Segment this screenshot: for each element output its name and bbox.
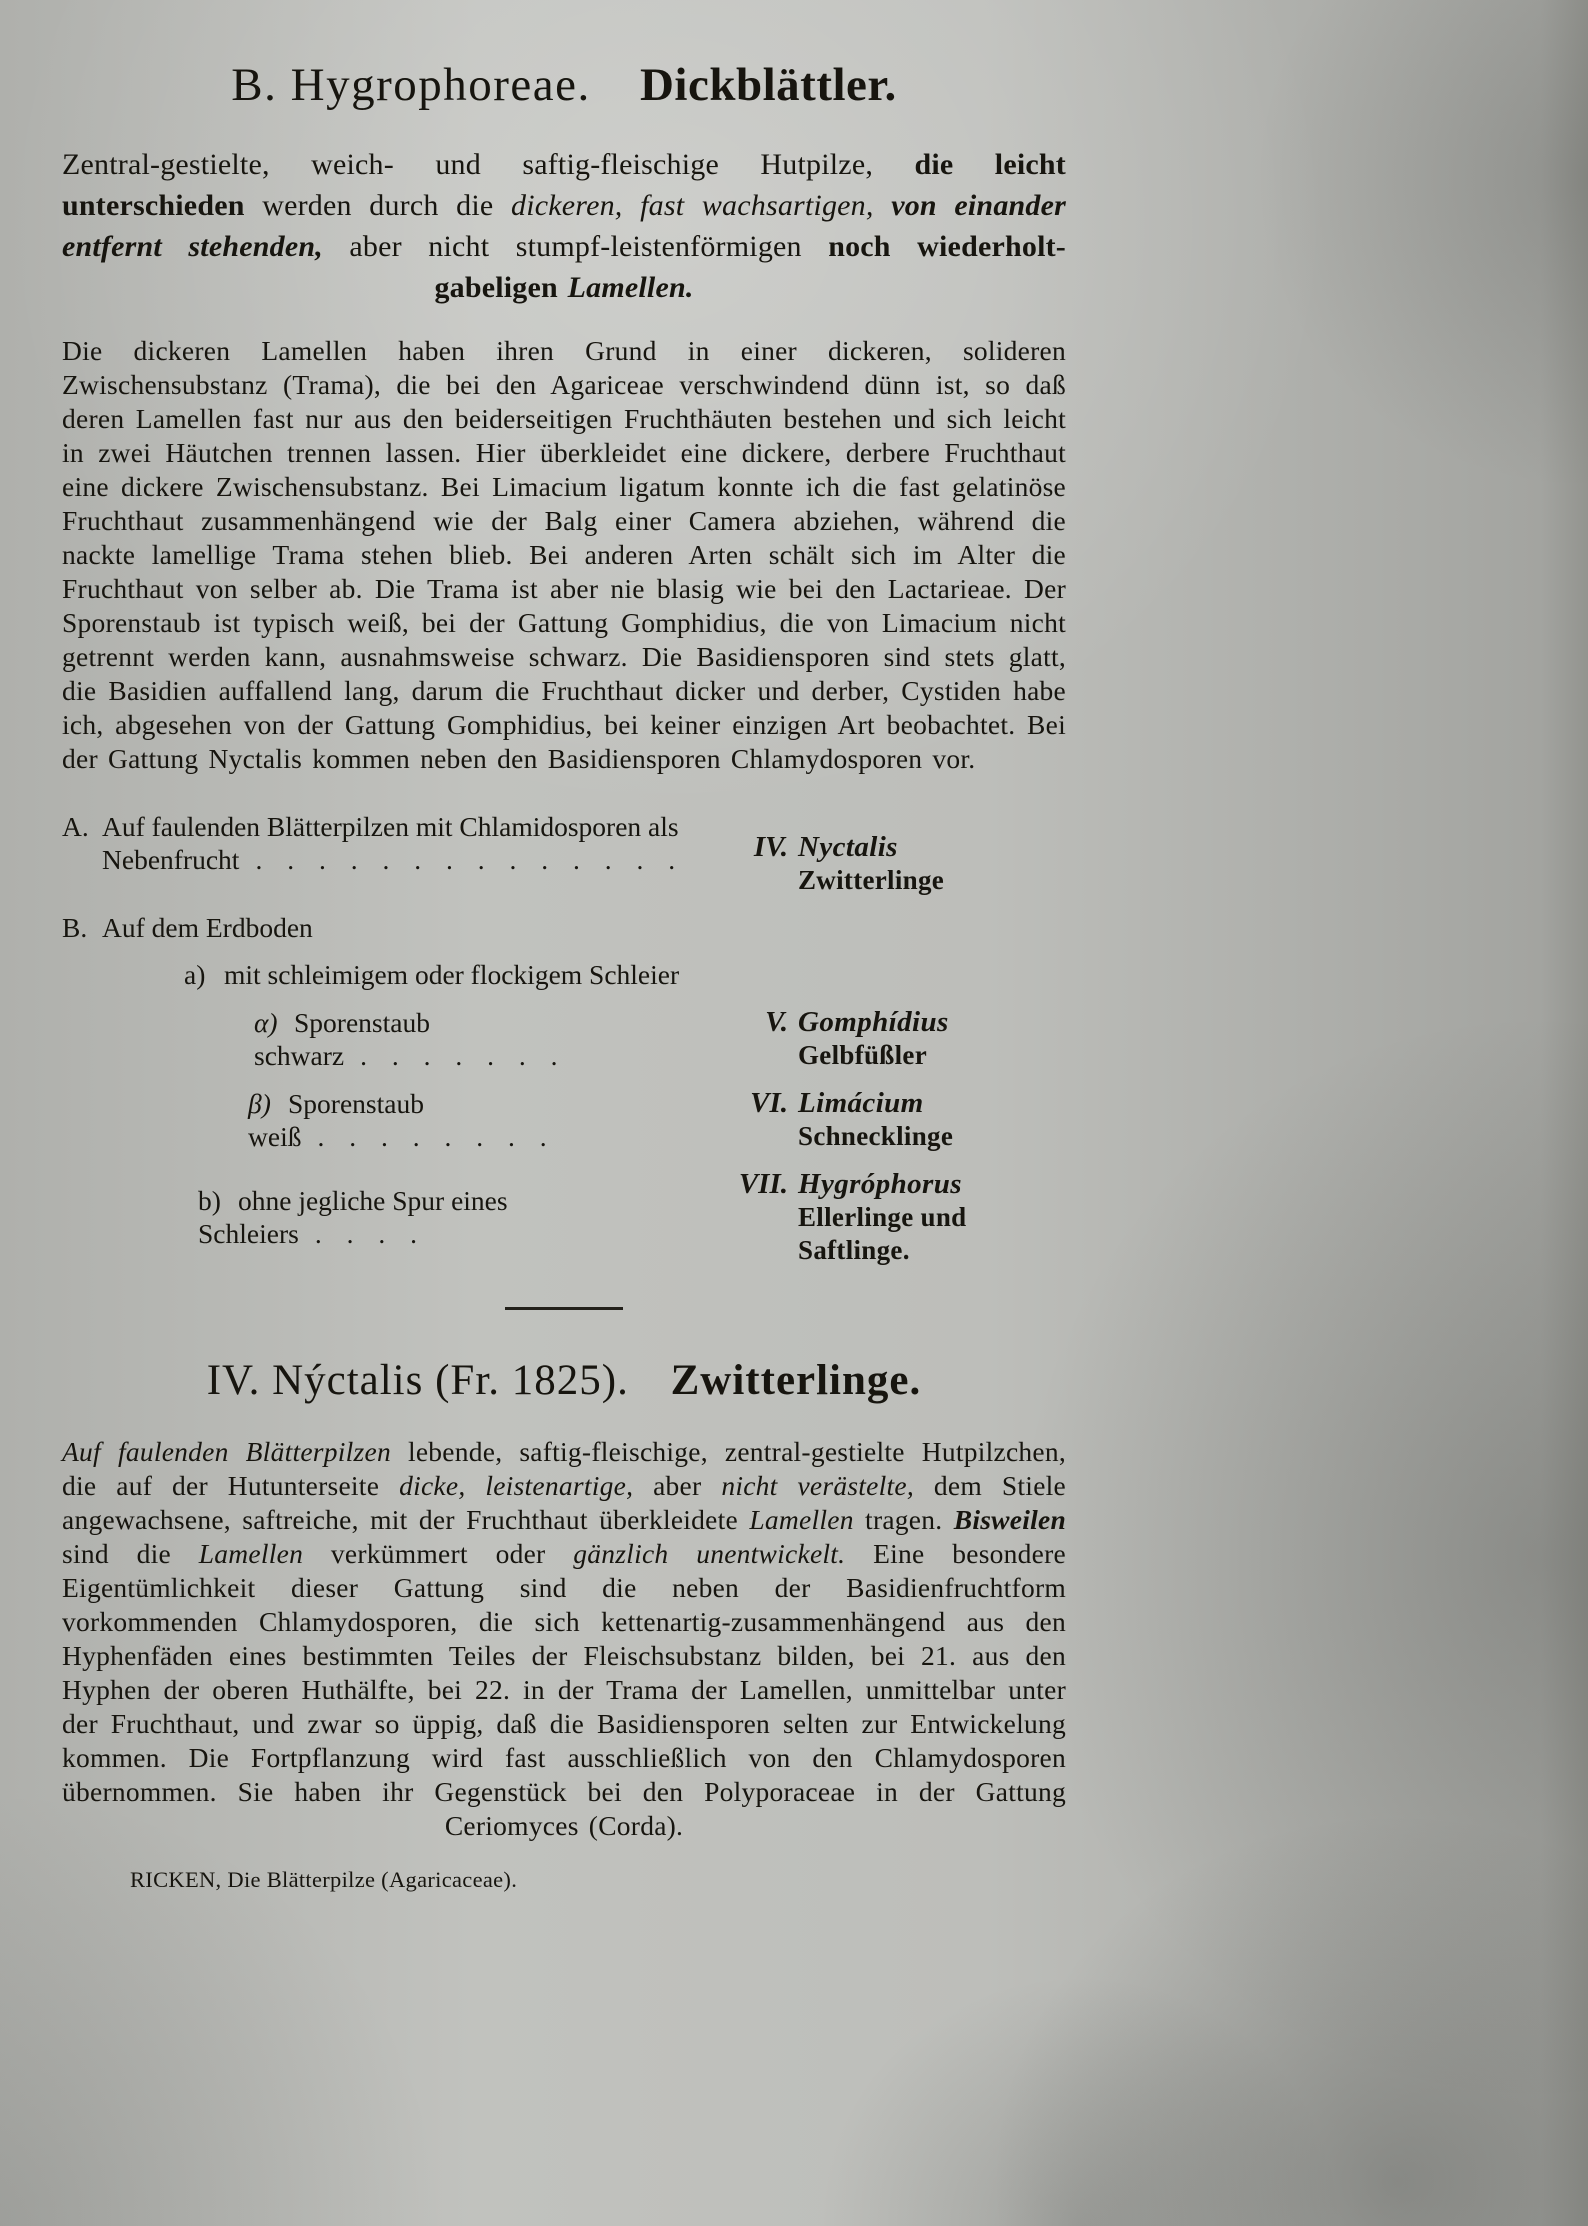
- key-result-line: [728, 1086, 1066, 1120]
- genus-paragraph: [62, 1435, 1066, 1843]
- key-label: α): [254, 1006, 278, 1038]
- key-result-common: Schnecklinge: [798, 1121, 954, 1151]
- key-result-numeral: IV.: [753, 831, 788, 863]
- key-condition-line: [248, 1087, 728, 1153]
- key-condition-line: [62, 810, 728, 843]
- key-condition: [62, 958, 1066, 991]
- text-segment: sind die: [62, 1538, 199, 1569]
- text-segment: Eine besondere Eigentümlichkeit dieser Gattung sind die neben der Basidienfruchtform vorkommenden Chlamydosporen, die sich kettenartig-zusammenhängend aus den Hyphenfäden eines bestimmten Teiles der Fleischsubstanz bilden, bei 21. aus den Hyphen der oberen Huthälfte, bei 22. in der Trama der Lamellen, unmittelbar unter der Fruchthaut, und zwar so üppig, daß die Basidiensporen selten zur Entwickelung kommen. Die Fortpflanzung wird fast ausschließlich von den Chlamydosporen übernommen. Sie haben ihr Gegenstück bei den Polyporaceae in der Gattung Ceriomyces (Corda).: [62, 1538, 1066, 1841]
- key-condition-line: [184, 958, 1066, 991]
- text-segment: nicht verästelte,: [721, 1470, 914, 1501]
- key-label: a): [184, 959, 206, 990]
- key-condition-text: Sporenstaub schwarz: [254, 1006, 430, 1071]
- key-row: [62, 958, 1066, 991]
- key-result-genus: Limácium: [798, 1087, 924, 1119]
- text-segment: Auf faulenden Blätterpilzen: [62, 1436, 391, 1467]
- text-segment: Zentral-gestielte, weich- und saftig-fleischige Hutpilze,: [62, 148, 915, 181]
- key-result-common: Ellerlinge und Saftlinge.: [798, 1202, 967, 1265]
- key-condition-line: [198, 1184, 728, 1250]
- key-result-line: [728, 1167, 1066, 1201]
- page-content: [62, 58, 1066, 1893]
- text-segment: dem Stiele angewachsene, saftreiche, mit der Fruchthaut überkleidete: [62, 1470, 1066, 1535]
- intro-paragraph: [62, 144, 1066, 308]
- key-row: [62, 810, 1066, 897]
- text-segment: gänzlich unentwickelt.: [573, 1538, 846, 1569]
- key-result-common: Gelbfüßler: [798, 1040, 927, 1070]
- text-segment: dicke, leistenartige,: [399, 1470, 634, 1501]
- key-row: [62, 1167, 1066, 1267]
- dot-leader: . . . . . . . .: [317, 1120, 549, 1152]
- key-label: B.: [62, 912, 88, 943]
- text-segment: von einander entfernt stehenden,: [62, 189, 1066, 263]
- text-segment: Bisweilen: [953, 1504, 1066, 1535]
- text-segment: verkümmert oder: [303, 1538, 574, 1569]
- key-condition-text: Auf faulenden Blätterpilzen mit Chlamidosporen als: [102, 811, 679, 842]
- key-condition-line: [254, 1006, 728, 1072]
- key-result: [728, 830, 1066, 897]
- key-label: b): [198, 1185, 221, 1216]
- text-segment: Lamellen: [749, 1504, 854, 1535]
- key-result-line: [728, 830, 1066, 864]
- key-condition-text: Auf dem Erdboden: [102, 912, 313, 943]
- text-segment: dickeren, fast wachsartigen,: [511, 189, 892, 222]
- key-condition-line: [62, 843, 728, 876]
- key-result-numeral: VI.: [750, 1087, 788, 1119]
- key-result: [728, 1005, 1066, 1072]
- key-condition-line: [62, 911, 1066, 944]
- text-segment: die leicht unterschieden: [62, 148, 1066, 222]
- key-condition: [62, 1006, 728, 1072]
- text-segment: aber: [633, 1470, 722, 1501]
- chapter-heading-subtitle: Dickblättler.: [639, 59, 897, 111]
- genus-heading: [62, 1356, 1066, 1405]
- dot-leader: . . . .: [314, 1218, 419, 1249]
- text-segment: Lamellen.: [567, 271, 694, 304]
- key-row: [62, 911, 1066, 944]
- key-result-genus: Nyctalis: [798, 831, 898, 863]
- text-segment: noch wiederholt-gabeligen: [434, 230, 1066, 304]
- text-segment: aber nicht stumpf-leistenförmigen: [322, 230, 829, 263]
- genus-heading-subtitle: Zwitterlinge.: [670, 1357, 922, 1404]
- dot-leader: . . . . . . .: [360, 1039, 560, 1071]
- key-condition-text: mit schleimigem oder flockigem Schleier: [224, 959, 680, 990]
- key-condition: [62, 1184, 728, 1250]
- chapter-heading: [62, 58, 1066, 112]
- footer-note: RICKEN, Die Blätterpilze (Agaricaceae).: [130, 1867, 518, 1892]
- text-segment: werden durch die: [244, 189, 512, 222]
- text-segment: tragen.: [853, 1504, 954, 1535]
- key-condition: [62, 1087, 728, 1153]
- chapter-heading-name: B. Hygrophoreae.: [231, 59, 591, 111]
- key-condition: [62, 911, 1066, 944]
- key-result-numeral: VII.: [738, 1168, 788, 1200]
- key-result-common: Zwitterlinge: [798, 865, 945, 895]
- key-label: β): [248, 1087, 271, 1119]
- key-result-numeral: V.: [765, 1006, 788, 1038]
- key-row: [62, 1086, 1066, 1153]
- key-condition-text: Nebenfrucht: [102, 844, 240, 875]
- key-result-line: [728, 1005, 1066, 1039]
- key-label: A.: [62, 811, 89, 842]
- genus-heading-name: IV. Nýctalis (Fr. 1825).: [206, 1357, 629, 1404]
- section-divider: [505, 1307, 623, 1310]
- key-condition-text: Sporenstaub weiß: [248, 1087, 424, 1152]
- key-result-genus: Gomphídius: [798, 1006, 949, 1038]
- key-result: [728, 1167, 1066, 1267]
- key-result: [728, 1086, 1066, 1153]
- key-row: [62, 1005, 1066, 1072]
- description-paragraph: Die dickeren Lamellen haben ihren Grund in einer dickeren, solideren Zwischensubstanz (Trama), die bei den Agariceae verschwindend dünn ist, so daß deren Lamellen fast nur aus den beiderseitigen Fruchthäuten bestehen und sich leicht in zwei Häutchen trennen lassen. Hier überkleidet eine dickere, derbere Fruchthaut eine dickere Zwischensubstanz. Bei Limacium ligatum konnte ich die fast gelatinöse Fruchthaut zusammenhängend wie der Balg einer Camera abziehen, während die nackte lamellige Trama stehen blieb. Bei anderen Arten schält sich im Alter die Fruchthaut von selber ab. Die Trama ist aber nie blasig wie bei den Lactarieae. Der Sporenstaub ist typisch weiß, bei der Gattung Gomphidius, die von Limacium nicht getrennt werden kann, ausnahmsweise schwarz. Die Basidiensporen sind stets glatt, die Basidien auffallend lang, darum die Fruchthaut dicker und derber, Cystiden habe ich, abgesehen von der Gattung Gomphidius, bei keiner einzigen Art beobachtet. Bei der Gattung Nyctalis kommen neben den Basidiensporen Chlamydosporen vor.: [62, 335, 1066, 774]
- determination-key: [62, 810, 1066, 1267]
- key-condition: [62, 810, 728, 876]
- text-segment: Lamellen: [198, 1538, 304, 1569]
- text-segment: lebende, saftig-fleischige, zentral-gestielte Hutpilzchen, die auf der Hutunterseite: [62, 1436, 1066, 1501]
- key-result-genus: Hygróphorus: [798, 1168, 962, 1200]
- dot-leader: . . . . . . . . . . . . . .: [255, 844, 678, 875]
- key-condition-text: ohne jegliche Spur eines Schleiers: [198, 1185, 508, 1249]
